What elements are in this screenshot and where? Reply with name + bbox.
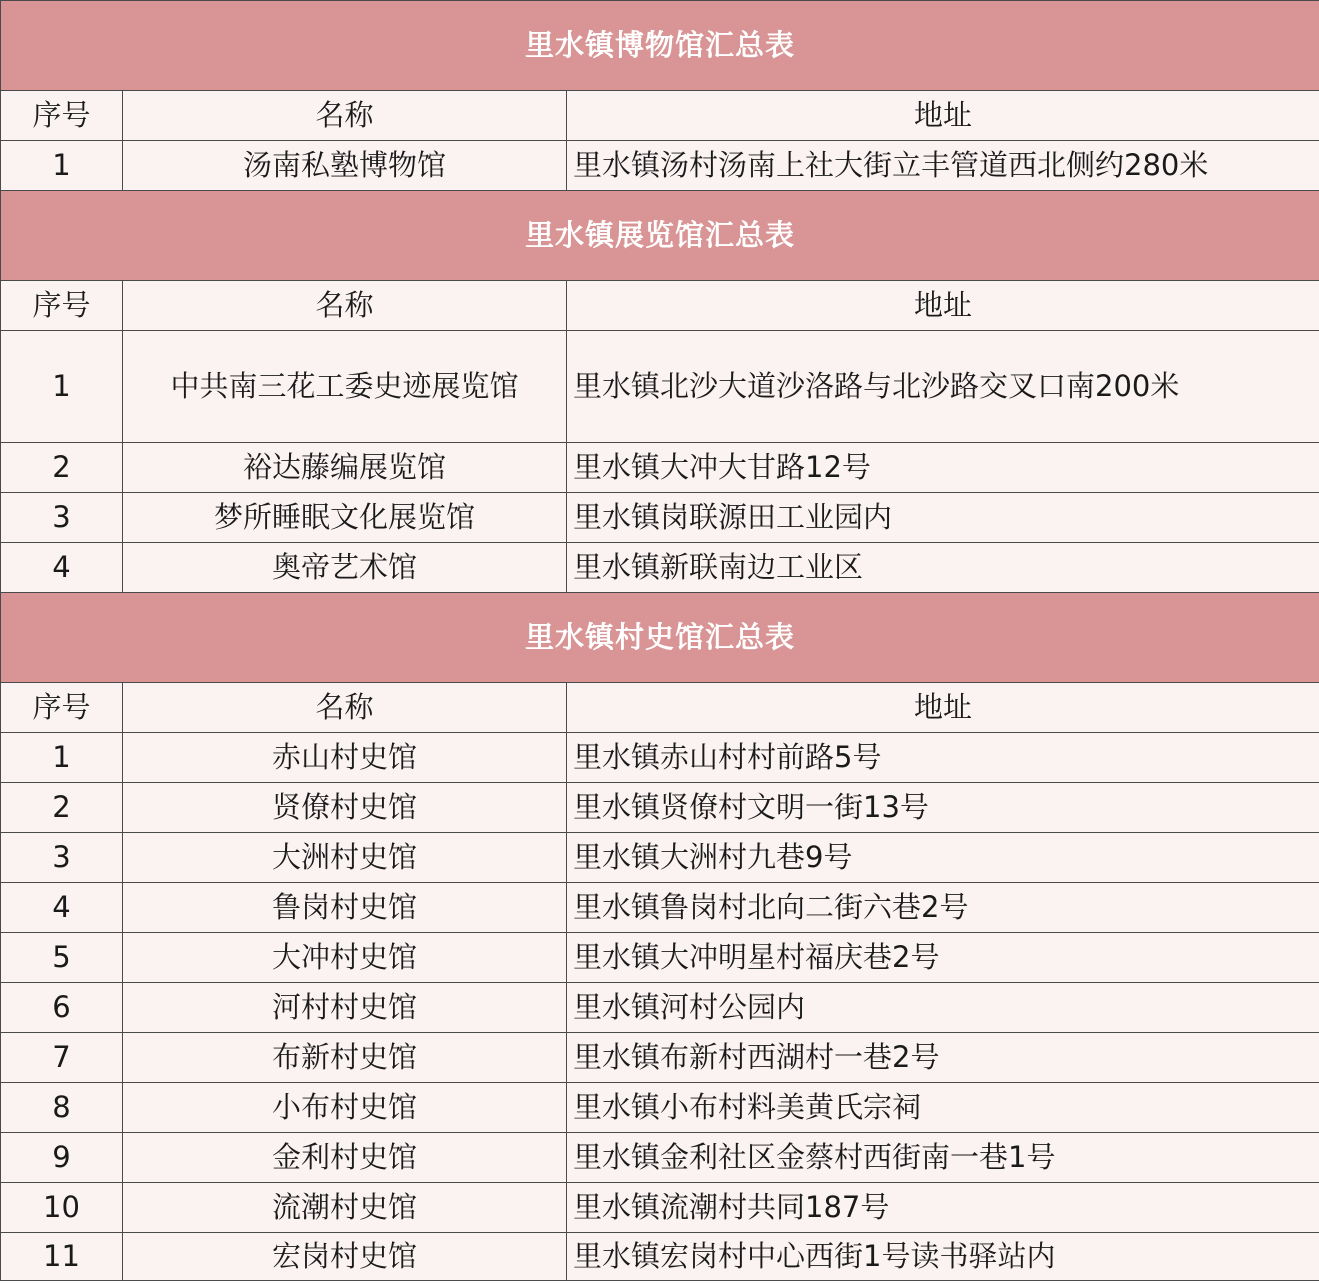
row-name: 金利村史馆 [123, 1133, 567, 1183]
row-name: 梦所睡眠文化展览馆 [123, 493, 567, 543]
header-num: 序号 [1, 91, 123, 141]
row-num: 4 [1, 883, 123, 933]
row-name: 河村村史馆 [123, 983, 567, 1033]
exhibition-title-row [1, 191, 1319, 281]
row-name: 奥帝艺术馆 [123, 543, 567, 593]
header-address: 地址 [567, 281, 1319, 331]
row-name: 赤山村史馆 [123, 733, 567, 783]
row-address: 里水镇流潮村共同187号 [567, 1183, 1319, 1233]
row-address: 里水镇北沙大道沙洛路与北沙路交叉口南200米 [567, 331, 1319, 443]
row-address: 里水镇大洲村九巷9号 [567, 833, 1319, 883]
table-row [1, 1183, 1319, 1233]
row-name: 贤僚村史馆 [123, 783, 567, 833]
row-address: 里水镇贤僚村文明一街13号 [567, 783, 1319, 833]
row-num: 1 [1, 331, 123, 443]
row-num: 3 [1, 493, 123, 543]
row-num: 8 [1, 1083, 123, 1133]
row-num: 2 [1, 443, 123, 493]
row-address: 里水镇岗联源田工业园内 [567, 493, 1319, 543]
table-row [1, 733, 1319, 783]
row-address: 里水镇河村公园内 [567, 983, 1319, 1033]
table-row [1, 1033, 1319, 1083]
table-row [1, 493, 1319, 543]
row-address: 里水镇新联南边工业区 [567, 543, 1319, 593]
header-address: 地址 [567, 683, 1319, 733]
table-row [1, 543, 1319, 593]
row-address: 里水镇大冲大甘路12号 [567, 443, 1319, 493]
row-num: 7 [1, 1033, 123, 1083]
row-name: 布新村史馆 [123, 1033, 567, 1083]
table-row [1, 141, 1319, 191]
village-title-row [1, 593, 1319, 683]
row-address: 里水镇宏岗村中心西街1号读书驿站内 [567, 1233, 1319, 1281]
museum-header-row [1, 91, 1319, 141]
row-num: 11 [1, 1233, 123, 1281]
village-header-row [1, 683, 1319, 733]
table-row [1, 1083, 1319, 1133]
row-num: 4 [1, 543, 123, 593]
row-num: 3 [1, 833, 123, 883]
row-num: 10 [1, 1183, 123, 1233]
museum-table-title: 里水镇博物馆汇总表 [1, 1, 1319, 91]
exhibition-table-title: 里水镇展览馆汇总表 [1, 191, 1319, 281]
row-name: 大冲村史馆 [123, 933, 567, 983]
row-name: 中共南三花工委史迹展览馆 [123, 331, 567, 443]
row-num: 9 [1, 1133, 123, 1183]
row-name: 宏岗村史馆 [123, 1233, 567, 1281]
table-row [1, 783, 1319, 833]
museum-title-row [1, 1, 1319, 91]
table-row [1, 443, 1319, 493]
row-name: 流潮村史馆 [123, 1183, 567, 1233]
row-address: 里水镇布新村西湖村一巷2号 [567, 1033, 1319, 1083]
exhibition-header-row [1, 281, 1319, 331]
header-name: 名称 [123, 281, 567, 331]
row-address: 里水镇鲁岗村北向二街六巷2号 [567, 883, 1319, 933]
row-num: 6 [1, 983, 123, 1033]
row-address: 里水镇金利社区金蔡村西街南一巷1号 [567, 1133, 1319, 1183]
header-num: 序号 [1, 281, 123, 331]
header-name: 名称 [123, 91, 567, 141]
village-table-title: 里水镇村史馆汇总表 [1, 593, 1319, 683]
header-address: 地址 [567, 91, 1319, 141]
table-row [1, 1233, 1319, 1281]
table-row [1, 883, 1319, 933]
header-name: 名称 [123, 683, 567, 733]
header-num: 序号 [1, 683, 123, 733]
table-row [1, 833, 1319, 883]
row-name: 汤南私塾博物馆 [123, 141, 567, 191]
table-row [1, 1133, 1319, 1183]
row-address: 里水镇大冲明星村福庆巷2号 [567, 933, 1319, 983]
row-address: 里水镇汤村汤南上社大街立丰管道西北侧约280米 [567, 141, 1319, 191]
row-num: 2 [1, 783, 123, 833]
table-row [1, 331, 1319, 443]
row-address: 里水镇小布村料美黄氏宗祠 [567, 1083, 1319, 1133]
row-address: 里水镇赤山村村前路5号 [567, 733, 1319, 783]
row-num: 5 [1, 933, 123, 983]
row-num: 1 [1, 733, 123, 783]
table-row [1, 983, 1319, 1033]
row-name: 裕达藤编展览馆 [123, 443, 567, 493]
row-name: 鲁岗村史馆 [123, 883, 567, 933]
row-num: 1 [1, 141, 123, 191]
row-name: 小布村史馆 [123, 1083, 567, 1133]
row-name: 大洲村史馆 [123, 833, 567, 883]
table-row [1, 933, 1319, 983]
